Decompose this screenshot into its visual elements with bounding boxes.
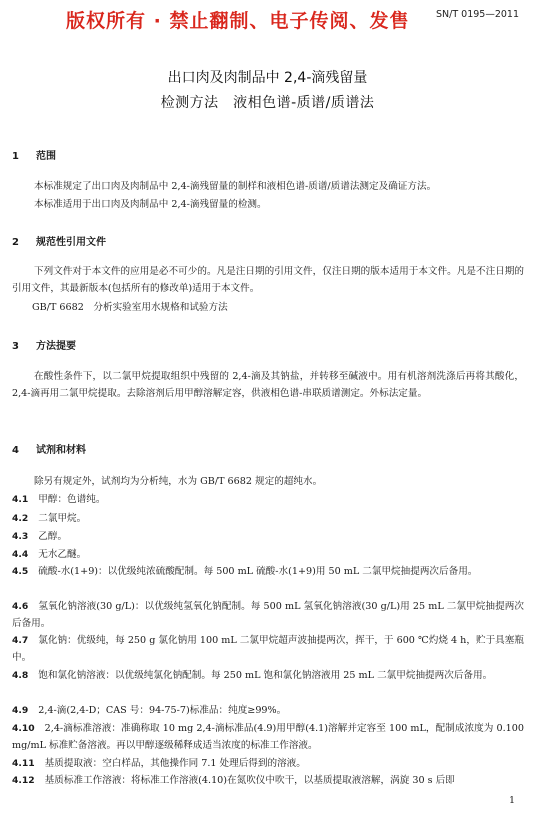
item-number: 4.5: [12, 566, 29, 577]
item-text: 基质提取液：空白样品，其他操作同 7.1 处理后得到的溶液。: [44, 758, 306, 769]
reagent-item: [12, 510, 524, 527]
reagent-item: [12, 632, 524, 666]
item-number: 4.3: [12, 531, 29, 542]
reagents-intro: 除另有规定外，试剂均为分析纯，水为 GB/T 6682 规定的超纯水。: [34, 476, 323, 487]
section-heading-principle: [12, 337, 76, 352]
normative-reference-gbt6682: GB/T 6682 分析实验室用水规格和试验方法: [32, 302, 228, 313]
item-number: 4.9: [12, 705, 29, 716]
scope-paragraph-1: 本标准规定了出口肉及肉制品中 2,4-滴残留量的制样和液相色谱-质谱/质谱法测定及确证方法。: [34, 181, 437, 192]
section-heading-reagents: [12, 441, 86, 456]
item-number: 4.2: [12, 513, 29, 524]
section-number: 4: [12, 445, 19, 456]
reagent-item: [12, 563, 524, 580]
section-heading-scope: [12, 147, 56, 162]
item-number: 4.7: [12, 635, 29, 646]
reagent-item: [12, 598, 524, 632]
reagent-item: [12, 720, 524, 754]
item-text: 饱和氯化钠溶液：以优级纯氯化钠配制。每 250 mL 饱和氯化钠溶液用 25 mL 二氯甲烷抽提两次后备用。: [38, 670, 493, 681]
reagent-item: [12, 755, 524, 772]
reagent-item: [12, 667, 524, 684]
principle-paragraph: 在酸性条件下，以二氯甲烷提取组织中残留的 2,4-滴及其钠盐，并转移至碱液中。用有机溶剂洗涤后再将其酸化，2,4-滴再用二氯甲烷提取。去除溶剂后用甲醇溶解定容，供液相色谱-串联质谱测定。外标法定量。: [12, 371, 524, 399]
reagent-item: [12, 702, 524, 719]
item-text: 基质标准工作溶液：将标准工作溶液(4.10)在氮吹仪中吹干，以基质提取液溶解，涡旋 30 s 后即: [44, 775, 455, 786]
reagent-item: [12, 772, 524, 789]
copyright-watermark: 版权所有 · 禁止翻制、电子传阅、发售: [66, 10, 410, 32]
document-title-line1: 出口肉及肉制品中 2,4-滴残留量: [167, 70, 368, 86]
section-number: 1: [12, 151, 19, 162]
item-text: 氯化钠：优级纯，每 250 g 氯化钠用 100 mL 二氯甲烷超声波抽提两次，挥干，于 600 ℃灼烧 4 h，贮于具塞瓶中。: [12, 635, 524, 663]
standard-code: SN/T 0195—2011: [435, 9, 519, 20]
section-title: 范围: [36, 151, 56, 162]
reagent-item: [12, 546, 524, 563]
section-number: 2: [12, 237, 19, 248]
item-number: 4.4: [12, 549, 29, 560]
item-number: 4.11: [12, 758, 35, 769]
item-number: 4.12: [12, 775, 35, 786]
item-text: 二氯甲烷。: [38, 513, 87, 524]
item-text: 无水乙醚。: [38, 549, 87, 560]
item-number: 4.6: [12, 601, 29, 612]
item-number: 4.10: [12, 723, 35, 734]
reagent-item: [12, 528, 524, 545]
section-title: 方法提要: [36, 341, 76, 352]
item-number: 4.8: [12, 670, 29, 681]
item-text: 甲醇：色谱纯。: [38, 494, 106, 505]
section-title: 试剂和材料: [36, 445, 86, 456]
item-text: 2,4-滴标准溶液：准确称取 10 mg 2,4-滴标准品(4.9)用甲醇(4.1)溶解并定容至 100 mL，配制成浓度为 0.100 mg/mL 标准贮备溶液。再以甲醇逐级稀释成适当浓度的标准工作溶液。: [12, 723, 524, 751]
item-text: 2,4-滴(2,4-D；CAS 号：94-75-7)标准品：纯度≥99%。: [38, 705, 287, 716]
item-text: 乙醇。: [38, 531, 68, 542]
item-number: 4.1: [12, 494, 29, 505]
reagent-item: [12, 491, 524, 508]
section-title: 规范性引用文件: [36, 237, 106, 248]
scope-paragraph-2: 本标准适用于出口肉及肉制品中 2,4-滴残留量的检测。: [34, 199, 267, 210]
item-text: 硫酸-水(1+9)：以优级纯浓硫酸配制。每 500 mL 硫酸-水(1+9)用 50 mL 二氯甲烷抽提两次后备用。: [38, 566, 478, 577]
item-text: 氢氧化钠溶液(30 g/L)：以优级纯氢氧化钠配制。每 500 mL 氢氧化钠溶液(30 g/L)用 25 mL 二氯甲烷抽提两次后备用。: [12, 601, 524, 629]
page-number: 1: [508, 795, 515, 806]
section-heading-normative-references: [12, 233, 106, 248]
section-number: 3: [12, 341, 19, 352]
document-title-line2: 检测方法 液相色谱-质谱/质谱法: [160, 95, 375, 111]
normative-paragraph: 下列文件对于本文件的应用是必不可少的。凡是注日期的引用文件，仅注日期的版本适用于本文件。凡是不注日期的引用文件，其最新版本(包括所有的修改单)适用于本文件。: [12, 266, 524, 294]
